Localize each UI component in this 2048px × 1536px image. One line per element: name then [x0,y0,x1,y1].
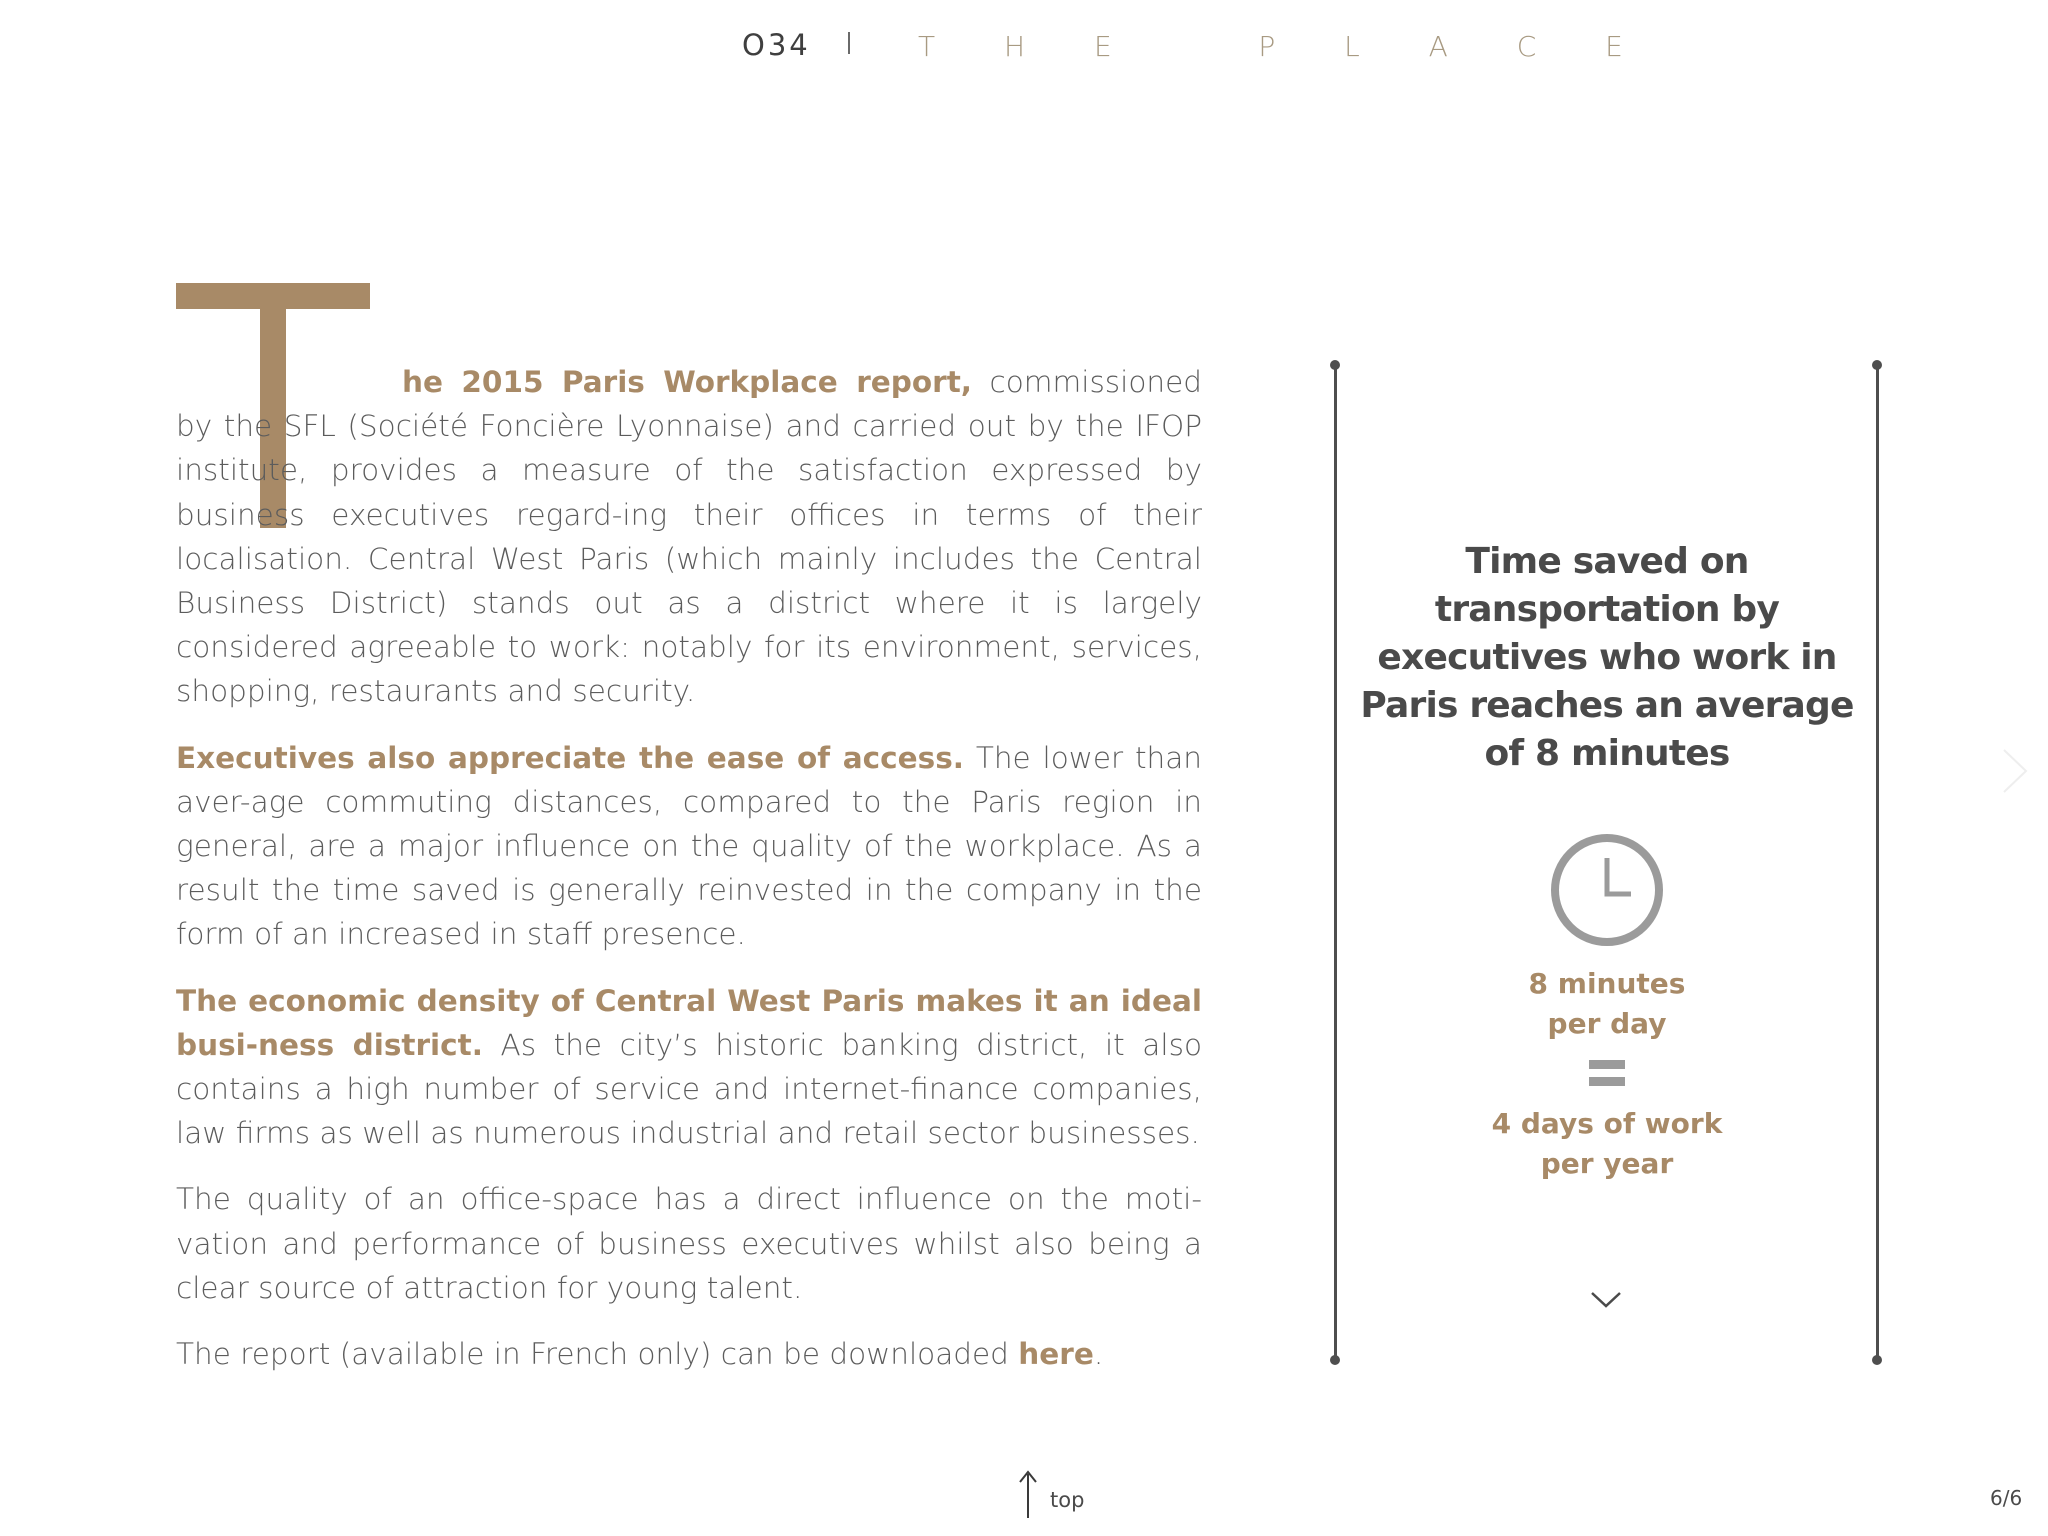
panel-right-top-dot [1872,360,1882,370]
paragraph-access [176,736,1202,957]
equals-bar-top [1589,1060,1625,1069]
clock-icon [1549,832,1665,948]
paragraph-quality [176,1177,1202,1310]
panel-left-top-dot [1330,360,1340,370]
stat-minutes-line2: per day [1547,1007,1667,1040]
panel-right-border [1876,365,1879,1360]
paragraph-intro-highlight: he 2015 Paris Workplace report, [402,365,972,399]
top-label: top [1050,1488,1085,1512]
download-report-link[interactable]: here [1018,1337,1094,1372]
paragraph-density-text: As the city’s historic banking district, it also contains a high number of service and internet-finance companies, law firms as well as numerous industrial and retail sector businesses. [176,1027,1202,1151]
paragraph-density-highlight: The economic density of Central West Paris makes it an ideal busi-ness district. [176,983,1202,1062]
panel-right-bottom-dot [1872,1355,1882,1365]
equals-icon [1589,1058,1625,1088]
stat-minutes-per-day [1340,964,1874,1044]
arrow-up-icon [1016,1468,1040,1520]
panel-heading: Time saved on transportation by executives who work in Paris reaches an average of 8 minutes [1360,541,1854,774]
paragraph-density [176,979,1202,1156]
panel-left-border [1334,365,1337,1360]
stat-days-per-year [1340,1104,1874,1184]
stat-minutes-line1: 8 minutes [1528,967,1686,1000]
paragraph-download-text: The report (available in French only) can be downloaded [176,1337,1019,1372]
paragraph-intro [176,360,1202,714]
paragraph-download-period: . [1093,1337,1104,1372]
chevron-down-icon[interactable] [1588,1290,1624,1310]
paragraph-download [176,1332,1202,1376]
section-title: T H E P L A C E [918,30,1653,63]
panel-left-bottom-dot [1330,1355,1340,1365]
stat-days-line1: 4 days of work [1491,1107,1723,1140]
equals-bar-bottom [1589,1077,1625,1086]
next-page-arrow-icon[interactable] [2000,748,2030,794]
page-header [0,28,2048,68]
back-to-top-link[interactable] [1016,1468,1096,1524]
paragraph-quality-text: The quality of an office-space has a direct influence on the moti-vation and performance of business executives whilst also being a clear source of attraction for young talent. [176,1182,1202,1305]
article-body [176,360,1202,1398]
header-divider [848,32,850,54]
page-number: O34 [742,28,811,62]
paragraph-access-text: The lower than aver-age commuting distances, compared to the Paris region in general, are a major influence on the quality of the workplace. As a result the time saved is generally reinvested in the company in the form of an increased in staff presence. [176,740,1202,952]
page-indicator: 6/6 [1990,1486,2023,1510]
stat-days-line2: per year [1540,1147,1674,1180]
paragraph-intro-text: commissioned by the SFL (Société Foncière Lyonnaise) and carried out by the IFOP institute, provides a measure of the satisfaction expressed by business executives regard-ing their offices in terms of their localisation. Central West Paris (which mainly includes the Central Business District) stands out as a district where it is largely considered agreeable to work: notably for its environment, services, shopping, restaurants and security. [176,365,1202,709]
paragraph-access-highlight: Executives also appreciate the ease of access. [176,740,964,775]
info-panel [1340,538,1874,1184]
